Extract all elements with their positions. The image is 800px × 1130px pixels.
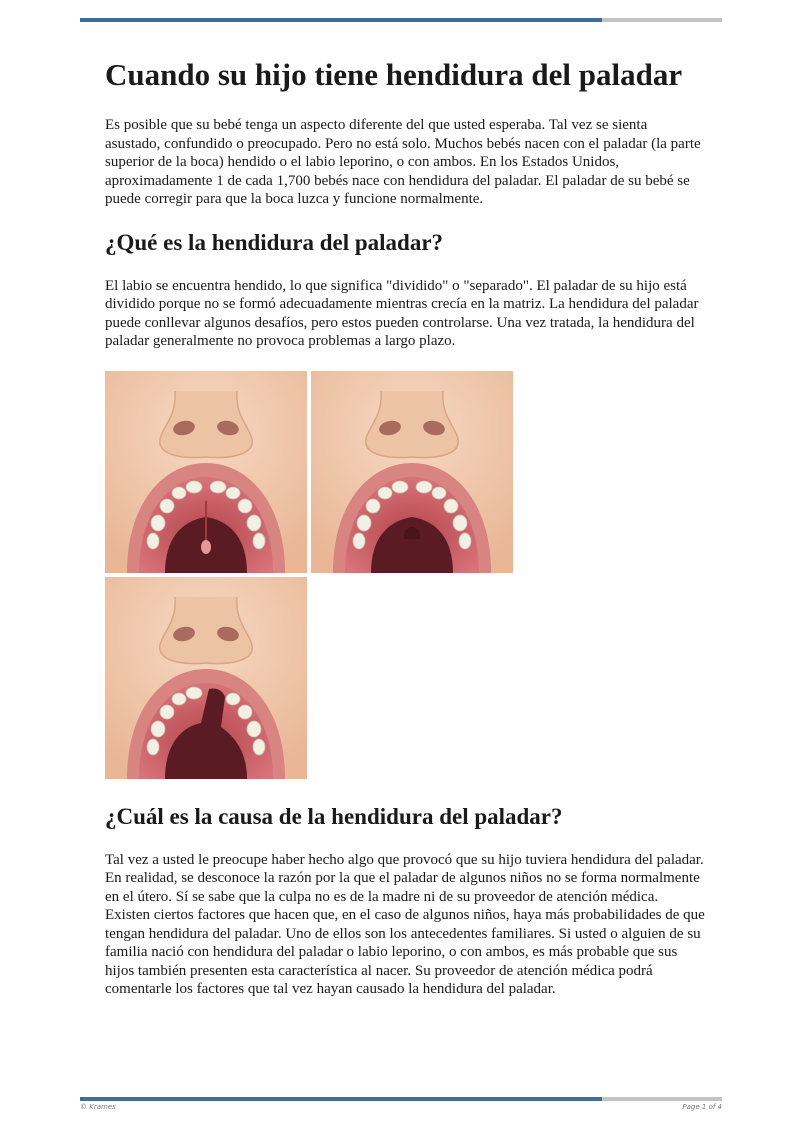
footer-rule-accent <box>80 1097 602 1101</box>
section-heading-what-is: ¿Qué es la hendidura del paladar? <box>105 229 444 255</box>
page-title: Cuando su hijo tiene hendidura del paladar <box>105 57 683 92</box>
illustration-grid <box>105 371 515 781</box>
section-paragraph-cause: Tal vez a usted le preocupe haber hecho algo que provocó que su hijo tuviera hendidura del paladar. En realidad, se desconoce la razón por la que el paladar de algunos niños no se forma normalmente en el útero. Sí se sabe que la culpa no es de la madre ni de su proveedor de atención médica. Existen ciertos factores que hacen que, en el caso de algunos niños, haya más probabilidades de que tengan hendidura del paladar. Uno de ellos son los antecedentes familiares. Si usted o alguien de su familia nació con hendidura del paladar o labio leporino, o con ambos, es más probable que sus hijos también presenten esta característica al nacer. Su proveedor de atención médica podrá comentarle los factores que tal vez hayan causado la hendidura del paladar. <box>105 851 705 997</box>
normal-palate-illustration <box>105 371 307 573</box>
header-rule <box>80 18 722 22</box>
footer-rule <box>80 1097 722 1101</box>
section-paragraph-what-is: El labio se encuentra hendido, lo que significa "dividido" o "separado". El paladar de su hijo está dividido porque no se formó adecuadamente mientras crecía en la matriz. La hendidura del paladar puede conllevar algunos desafíos, pero estos pueden controlarse. Una vez tratada, la hendidura del paladar generalmente no provoca problemas a largo plazo. <box>105 277 699 349</box>
intro-paragraph: Es posible que su bebé tenga un aspecto diferente del que usted esperaba. Tal vez se sienta asustado, confundido o preocupado. Pero no está solo. Muchos bebés nacen con el paladar (la parte superior de la boca) hendido o el labio leporino, o con ambos. En los Estados Unidos, aproximadamente 1 de cada 1,700 bebés nace con hendidura del paladar. El paladar de su bebé se puede corregir para que la boca luzca y funcione normalmente. <box>105 117 701 207</box>
header-rule-accent <box>80 18 602 22</box>
complete-cleft-palate-illustration <box>105 577 307 779</box>
partial-cleft-palate-illustration <box>311 371 513 573</box>
footer-page-number: Page 1 of 4 <box>682 1103 722 1111</box>
section-heading-cause: ¿Cuál es la causa de la hendidura del paladar? <box>105 803 563 829</box>
document-body <box>105 56 705 1019</box>
footer-copyright: © Krames <box>80 1103 116 1111</box>
